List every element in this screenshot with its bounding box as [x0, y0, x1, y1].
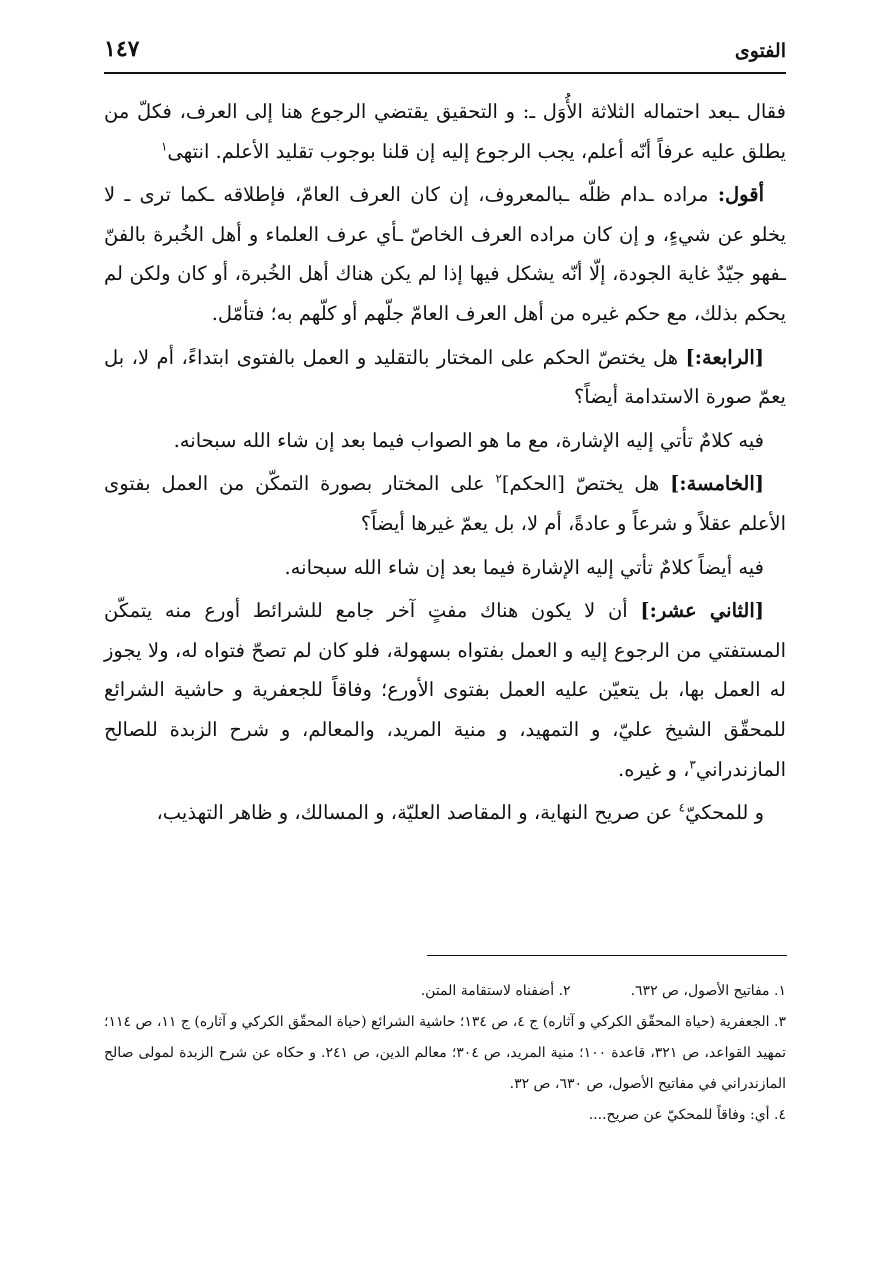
main-text: [104, 92, 786, 833]
paragraph-text: هل يختصّ الحكم على المختار بالتقليد و العمل بالفتوى ابتداءً، أم لا، بل يعمّ صورة الاستدامة أيضاً؟: [104, 345, 786, 409]
footnote-2: ٢. أضفناه لاستقامة المتن.: [420, 983, 571, 999]
paragraph-text: و للمحكيّ: [685, 801, 764, 825]
paragraph-text: هل يختصّ [الحكم]: [501, 472, 671, 496]
paragraph-4: [104, 421, 786, 461]
paragraph-7: [104, 591, 786, 789]
page-header: [104, 30, 786, 74]
paragraph-text: على المختار بصورة التمكّن من العمل بفتوى الأعلم عقلاً و شرعاً و عادةً، أم لا، بل يعمّ غيرها أيضاً؟: [104, 472, 786, 535]
paragraph-1: [104, 92, 786, 171]
paragraph-text: عن صريح النهاية، و المقاصد العليّة، و المسالك، و ظاهر التهذيب،: [156, 801, 679, 825]
paragraph-label: [الرابعة:]: [685, 345, 764, 369]
footnote-separator: [427, 955, 787, 956]
paragraph-2: [104, 175, 786, 333]
footnote-1: ١. مفاتيح الأصول، ص ٦٣٢.: [630, 983, 786, 999]
paragraph-label: [الخامسة:]: [670, 472, 765, 496]
footnote-ref-2: ٢: [495, 471, 502, 486]
page-number: ١٤٧: [104, 36, 140, 62]
paragraph-text: أن لا يكون هناك مفتٍ آخر جامع للشرائط أورع منه يتمكّن المستفتي من الرجوع إليه و العمل بفتواه بسهولة، فلو كان لم تصحّ فتواه له، ولا يجوز له العمل بها، بل يتعيّن عليه العمل بفتوى الأورع؛ وفاقاً للجعفرية و حاشية الشرائع للمحقّق الشيخ عليّ، و التمهيد، و منية المريد، والمعالم، و شرح الزبدة للصالح المازندراني: [104, 599, 786, 781]
footnote-3: ٣. الجعفرية (حياة المحقّق الكركي و آثاره) ج ٤، ص ١٣٤؛ حاشية الشرائع (حياة المحقّق الكركي و آثاره) ج ١١، ص ١١٤؛ تمهيد القواعد، ص ٣٢١، قاعدة ١٠٠؛ منية المريد، ص ٣٠٤؛ معالم الدين، ص ٢٤١. و حكاه عن شرح الزبدة لمولى صالح المازندراني في مفاتيح الأصول، ص ٦٣٠، ص ٣٢.: [104, 1014, 787, 1092]
footnotes: [104, 976, 786, 1131]
paragraph-6: [104, 548, 786, 588]
paragraph-label: أقول:: [717, 183, 764, 207]
paragraph-text: فيه كلامٌ تأتي إليه الإشارة، مع ما هو الصواب فيما بعد إن شاء الله سبحانه.: [173, 428, 764, 452]
footnote-ref-3: ٣: [689, 757, 696, 771]
paragraph-3: [104, 338, 786, 417]
paragraph-text: ، و غيره.: [618, 757, 690, 781]
footnote-ref-1: ١: [160, 139, 168, 154]
paragraph-5: [104, 464, 786, 543]
paragraph-text: فيه أيضاً كلامٌ تأتي إليه الإشارة فيما بعد إن شاء الله سبحانه.: [284, 555, 764, 579]
paragraph-text: مراده ـدام ظلّه ـبالمعروف، إن كان العرف العامّ، فإطلاقه ـكما ترى ـ لا يخلو عن شيءٍ، و إن كان مراده العرف الخاصّ ـأي عرف العلماء و أهل الخُبرة بالفنّ ـفهو جيّدٌ غاية الجودة، إلّا أنّه يشكل فيها إذا لم يكن هناك أهل الخُبرة، أو كان ولكن لم يحكم بذلك، مع حكم غيره من أهل العرف العامّ جلّهم أو كلّهم به؛ فتأمّل.: [104, 183, 786, 325]
running-title: الفتوى: [734, 40, 786, 62]
paragraph-text: فقال ـبعد احتماله الثلاثة الأُوَل ـ: و التحقيق يقتضي الرجوع هنا إلى العرف، فكلّ من يطلق عليه عرفاً أنّه أعلم، يجب الرجوع إليه إن قلنا بوجوب تقليد الأعلم. انتهى: [104, 100, 786, 163]
footnote-ref-4: ٤: [678, 800, 686, 815]
footnote-4: ٤. أي: وفاقاً للمحكيّ عن صريح....: [588, 1107, 786, 1123]
paragraph-8: [104, 793, 786, 833]
footnote-row: [104, 976, 786, 1007]
paragraph-label: [الثاني عشر:]: [640, 599, 764, 623]
